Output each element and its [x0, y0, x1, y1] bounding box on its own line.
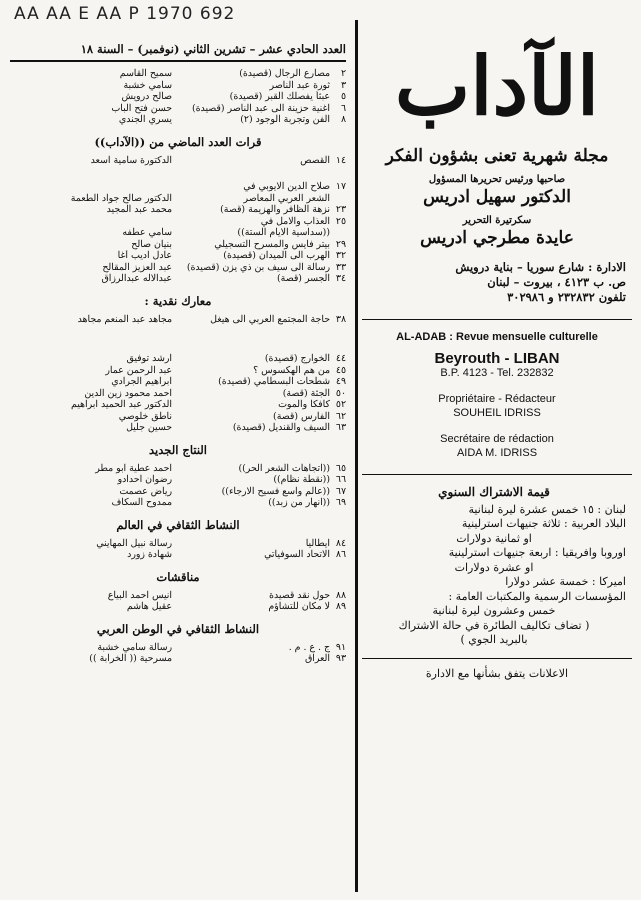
- toc-author: سامي عطفه: [122, 227, 172, 238]
- toc-author: رياض عصمت: [119, 485, 172, 497]
- toc-author: ابراهيم الجرادي: [111, 376, 172, 387]
- toc-title: الخوارج (قصيدة): [264, 353, 330, 364]
- toc-title: بيتر فايس والمسرح التسجيلي: [214, 238, 330, 250]
- subscription-line: خمس وعشرون ليرة لبنانية: [432, 604, 556, 617]
- toc-page-number: ٥٠: [335, 387, 346, 399]
- toc-title: ثورة عبد الناصر: [269, 79, 330, 91]
- subscription-block: [362, 485, 632, 648]
- toc-title: حول نقد قصيدة: [269, 589, 330, 601]
- toc-author: [10, 216, 172, 228]
- toc-entry: [10, 114, 346, 126]
- toc-group-8: [10, 590, 346, 613]
- toc-page-number: ٦: [340, 102, 346, 114]
- toc-page-number: ٢: [340, 68, 346, 79]
- toc-entry: [10, 601, 346, 613]
- toc-title: ((سداسية الايام الستة)): [237, 227, 330, 238]
- toc-group-1: [10, 68, 346, 126]
- toc-page-number: ٨٦: [335, 549, 346, 560]
- toc-title: الشعر العربي المعاصر: [243, 192, 330, 204]
- toc-author: شهادة زورد: [127, 549, 172, 560]
- toc-page-number: ٢٣: [335, 204, 346, 215]
- toc-group-3: [10, 181, 346, 285]
- latin-city: Beyrouth - LIBAN: [434, 350, 560, 367]
- issue-header: العدد الحادي عشر – تشرين الثاني (نوفمبر) – السنة ١٨: [10, 42, 346, 62]
- address-line: تلفون ٢٣٢٨٣٢ و ٣٠٢٩٨٦: [507, 290, 626, 304]
- toc-title: ((عالم واسع فسيح الارجاء)): [221, 485, 330, 497]
- toc-page-number: ٦٣: [335, 422, 346, 433]
- toc-page-number: ٥: [340, 91, 346, 102]
- toc-title: الاتحاد السوفياتي: [264, 549, 330, 560]
- toc-title: عبثاً يفصلك القبر (قصيدة): [229, 91, 330, 102]
- toc-author: عبد العزيز المقالح: [102, 261, 172, 273]
- toc-entry: [10, 474, 346, 486]
- toc-author: محمد عبد المجيد: [106, 204, 172, 215]
- subscription-title: قيمة الاشتراك السنوي: [438, 485, 550, 499]
- toc-group-5: [10, 353, 346, 434]
- toc-entry: [10, 314, 346, 326]
- table-of-contents: [10, 42, 346, 665]
- toc-page-number: ٤٤: [335, 353, 346, 364]
- toc-author: الدكتورة سامية اسعد: [90, 154, 172, 166]
- toc-entry: [10, 411, 346, 423]
- toc-title: الهرب الى الميدان (قصيدة): [223, 250, 330, 261]
- toc-entry: [10, 422, 346, 434]
- toc-title: ((اتجاهات الشعر الحر)): [238, 462, 330, 474]
- subscription-line: او عشرة دولارات: [454, 560, 534, 574]
- toc-entry: [10, 486, 346, 498]
- toc-title: لا مكان للتشاؤم: [268, 601, 330, 612]
- toc-author: الدكتور صالح جواد الطعمة: [70, 192, 172, 204]
- latin-owner-label: Propriétaire - Rédacteur: [438, 393, 556, 405]
- toc-title: رسالة الى سيف بن ذي يزن (قصيدة): [186, 261, 330, 273]
- toc-page-number: [330, 193, 346, 205]
- divider: [362, 658, 632, 659]
- toc-page-number: ٦٦: [335, 474, 346, 485]
- toc-entry: [10, 250, 346, 262]
- toc-group-6: [10, 463, 346, 509]
- toc-author: احمد عطية ابو مطر: [95, 462, 172, 474]
- toc-entry: [10, 80, 346, 92]
- toc-page-number: ١٧: [335, 181, 346, 192]
- toc-entry: [10, 590, 346, 602]
- toc-title: ايطاليا: [305, 537, 330, 549]
- toc-entry: [10, 239, 346, 251]
- toc-group-9: [10, 642, 346, 665]
- toc-page-number: [330, 227, 346, 239]
- toc-page-number: ٤٩: [335, 376, 346, 387]
- toc-author: انيس احمد البياع: [107, 589, 172, 601]
- toc-page-number: ٣٨: [335, 313, 346, 325]
- toc-page-number: ٨٨: [335, 589, 346, 601]
- toc-entry: [10, 155, 346, 167]
- toc-group-2: [10, 155, 346, 167]
- handwritten-note: AA AA E AA P 1970 692: [14, 4, 236, 24]
- subscription-line: اميركا : خمسة عشر دولارا: [505, 575, 626, 588]
- secretary-label: سكرتيرة التحرير: [462, 215, 532, 226]
- owner-label: صاحبها ورئيس تحريرها المسؤول: [428, 174, 566, 185]
- toc-entry: [10, 388, 346, 400]
- toc-page-number: ٩٣: [335, 653, 346, 664]
- toc-title: القصص: [300, 154, 330, 166]
- toc-page-number: ٤٥: [335, 364, 346, 376]
- toc-title: العذاب والامل في: [260, 215, 330, 227]
- toc-page-number: ٥٢: [335, 399, 346, 410]
- toc-entry: [10, 216, 346, 228]
- toc-entry: [10, 549, 346, 561]
- toc-author: عبدالاله عبدالرزاق: [101, 273, 172, 284]
- toc-title: شطحات البسطامي (قصيدة): [218, 376, 330, 387]
- toc-title: الجثة (قصة): [282, 387, 330, 399]
- toc-page-number: ٣٣: [335, 261, 346, 273]
- subscription-line: المؤسسات الرسمية والمكتبات العامة :: [448, 589, 626, 603]
- toc-author: ناطق خلوصي: [118, 410, 172, 422]
- toc-author: مجاهد عبد المنعم مجاهد: [77, 313, 172, 325]
- toc-page-number: ٣٤: [335, 273, 346, 284]
- toc-entry: [10, 204, 346, 216]
- subscription-line: بالبريد الجوي ): [460, 633, 528, 646]
- section-heading: قرات العدد الماضي من ((الآداب)): [94, 134, 262, 149]
- toc-entry: [10, 103, 346, 115]
- toc-author: مسرحية (( الخرابة )): [89, 653, 172, 664]
- column-divider: [355, 20, 358, 892]
- subscription-line: او ثمانية دولارات: [456, 531, 532, 545]
- toc-author: عادل اديب آغا: [117, 250, 172, 261]
- toc-author: حسين جليل: [126, 422, 172, 433]
- toc-author: رسالة سامي خشبة: [97, 641, 172, 653]
- toc-title: الفارس (قصة): [273, 410, 330, 422]
- toc-page-number: ٨٩: [335, 601, 346, 612]
- toc-author: الدكتور عبد الحميد ابراهيم: [70, 399, 172, 410]
- toc-page-number: ٣: [340, 79, 346, 91]
- magazine-logo: الآداب: [394, 39, 600, 133]
- toc-author: حسن فتح الباب: [111, 102, 172, 114]
- toc-page-number: ١٤: [335, 154, 346, 166]
- toc-title: اغنية حزينة الى عبد الناصر (قصيدة): [191, 102, 330, 114]
- toc-title: ((انهار من زبد)): [268, 497, 330, 508]
- owner-name: الدكتور سهيل ادريس: [423, 187, 571, 207]
- toc-author: صالح درويش: [121, 91, 172, 102]
- toc-entry: [10, 653, 346, 665]
- divider: [362, 319, 632, 320]
- toc-title: ج . ع . م .: [288, 641, 330, 653]
- toc-title: كافكا والموت: [278, 399, 330, 410]
- toc-entry: [10, 273, 346, 285]
- toc-title: نزهة الظافر والهزيمة (قصة): [220, 204, 330, 215]
- latin-title: AL-ADAB : Revue mensuelle culturelle: [396, 331, 598, 343]
- subscription-line: اوروبا وافريقيا : اربعة جنيهات استرلينية: [448, 546, 626, 559]
- toc-author: عقيل هاشم: [126, 601, 172, 612]
- toc-title: الفن وتجربة الوجود (٢): [240, 114, 330, 125]
- toc-entry: [10, 353, 346, 365]
- toc-title: ((نقطة نظام)): [273, 474, 330, 485]
- toc-page-number: ٨٤: [335, 537, 346, 549]
- toc-entry: [10, 538, 346, 550]
- address-line: ص. ب ٤١٢٣ ، بيروت – لبنان: [487, 275, 626, 289]
- toc-author: يسري الجندي: [118, 114, 172, 125]
- toc-author: سميح القاسم: [119, 68, 172, 79]
- toc-page-number: ٢٩: [335, 238, 346, 250]
- toc-author: ممدوح السكاف: [111, 497, 172, 508]
- toc-entry: [10, 68, 346, 80]
- address-line: الادارة : شارع سوريا – بناية درويش: [455, 260, 626, 274]
- magazine-tagline: مجلة شهرية تعنى بشؤون الفكر: [385, 146, 609, 166]
- section-heading: النشاط الثقافي في العالم: [116, 517, 240, 532]
- toc-page-number: ٨: [340, 114, 346, 125]
- divider: [362, 474, 632, 475]
- subscription-line: البلاد العربية : ثلاثة جنيهات استرلينية: [461, 517, 626, 530]
- toc-page-number: ٦٧: [335, 485, 346, 497]
- toc-entry: [10, 463, 346, 475]
- toc-title: من هم الهكسوس ؟: [253, 364, 330, 376]
- toc-page-number: ٦٩: [335, 497, 346, 508]
- toc-title: السيف والقنديل (قصيدة): [232, 422, 330, 433]
- latin-secretary-name: AIDA M. IDRISS: [456, 447, 538, 459]
- toc-page-number: ٣٢: [335, 250, 346, 261]
- secretary-name: عايدة مطرجي ادريس: [420, 228, 574, 248]
- address-block: [362, 260, 632, 305]
- toc-entry: [10, 376, 346, 388]
- toc-title: مصارع الرجال (قصيدة): [239, 68, 330, 79]
- latin-secretary-label: Secrétaire de rédaction: [440, 433, 554, 445]
- toc-title: صلاح الدين الايوبي في: [243, 181, 330, 192]
- toc-entry: [10, 193, 346, 205]
- toc-entry: [10, 497, 346, 509]
- toc-page-number: ٦٥: [335, 462, 346, 474]
- toc-group-7: [10, 538, 346, 561]
- toc-group-4: [10, 314, 346, 326]
- subscription-line: لبنان : ١٥ خمس عشرة ليرة لبنانية: [468, 502, 626, 516]
- toc-entry: [10, 227, 346, 239]
- section-heading: مناقشات: [156, 569, 200, 584]
- toc-author: [10, 181, 172, 193]
- subscription-line: ( تضاف تكاليف الطائرة في حالة الاشتراك: [398, 618, 590, 632]
- latin-bp: B.P. 4123 - Tel. 232832: [440, 367, 554, 379]
- section-heading: النتاج الجديد: [149, 442, 207, 457]
- section-heading: معارك نقدية :: [144, 293, 212, 308]
- toc-author: ارشد توفيق: [126, 353, 172, 364]
- toc-entry: [10, 91, 346, 103]
- toc-entry: [10, 262, 346, 274]
- ads-note: الاعلانات يتفق بشأنها مع الادارة: [425, 666, 569, 680]
- toc-author: رسالة نبيل المهايني: [96, 537, 172, 549]
- toc-author: سامي خشبة: [123, 79, 172, 91]
- section-heading: النشاط الثقافي في الوطن العربي: [96, 621, 260, 636]
- toc-entry: [10, 642, 346, 654]
- toc-title: العراق: [304, 653, 330, 664]
- toc-author: رضوان احدادو: [117, 474, 172, 485]
- toc-page-number: ٦٢: [335, 410, 346, 422]
- toc-title: الجسر (قصة): [277, 273, 330, 284]
- toc-author: عبد الرحمن عمار: [105, 364, 172, 376]
- toc-title: حاجة المجتمع العربي الى هيغل: [210, 313, 330, 325]
- toc-entry: [10, 399, 346, 411]
- cover-column: [362, 20, 632, 680]
- toc-page-number: ٢٥: [335, 215, 346, 227]
- latin-owner-name: SOUHEIL IDRISS: [453, 407, 541, 419]
- toc-entry: [10, 365, 346, 377]
- toc-author: بنيان صالح: [131, 238, 172, 250]
- toc-entry: [10, 181, 346, 193]
- toc-page-number: ٩١: [335, 641, 346, 653]
- toc-author: احمد محمود زين الدين: [84, 387, 172, 399]
